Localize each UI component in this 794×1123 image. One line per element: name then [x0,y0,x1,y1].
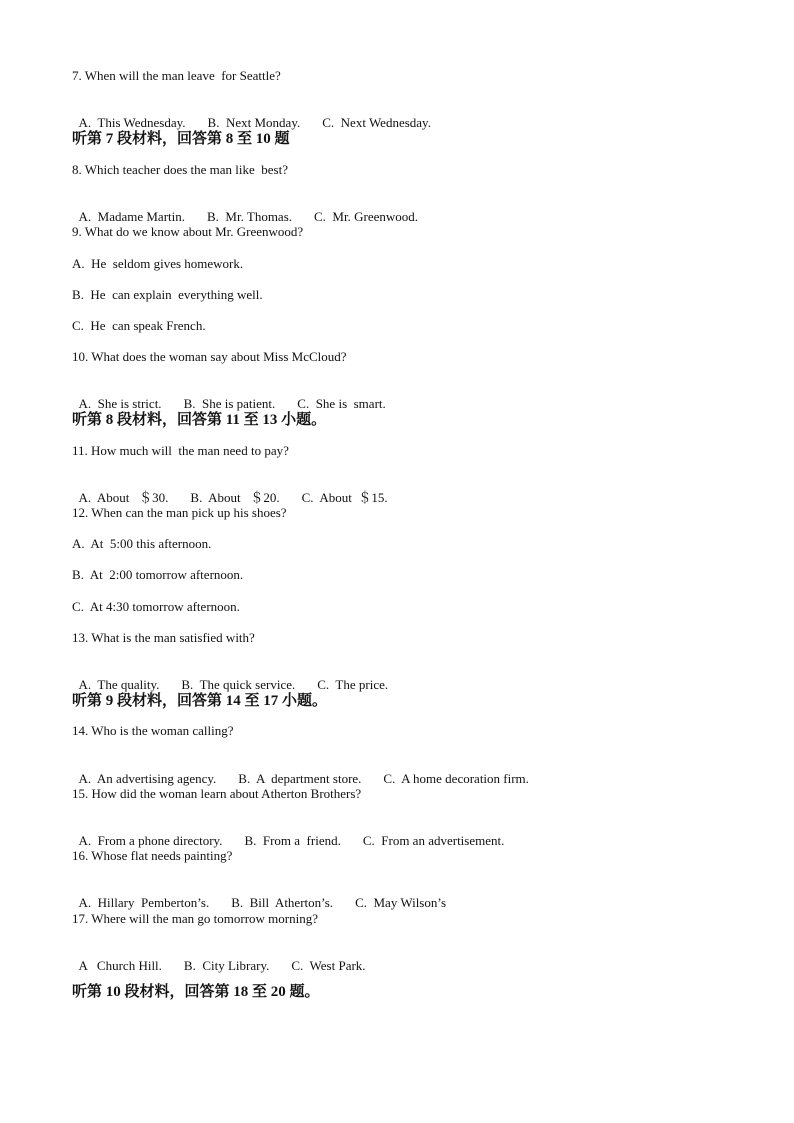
question-15-text: 15. How did the woman learn about Atherton Brothers? [72,786,362,801]
section-8-heading: 听第 8 段材料，回答第 11 至 13 小题。 [72,412,327,428]
option-8b: B. Mr. Thomas. [207,209,293,224]
option-14b: B. A department store. [238,771,362,786]
option-9b: B. He can explain everything well. [72,287,263,302]
option-12b: B. At 2:00 tomorrow afternoon. [72,567,244,582]
option-10a: A. She is strict. [78,396,162,411]
question-11-text: 11. How much will the man need to pay? [72,443,289,458]
section-9-heading: 听第 9 段材料，回答第 14 至 17 小题。 [72,693,328,709]
option-10b: B. She is patient. [183,396,276,411]
question-14-text: 14. Who is the woman calling? [72,723,234,738]
question-7-text: 7. When will the man leave for Seattle? [72,68,281,83]
option-13a: A. The quality. [78,677,160,692]
option-15b: B. From a friend. [244,833,341,848]
option-15a: A. From a phone directory. [78,833,223,848]
option-13b: B. The quick service. [181,677,296,692]
question-13-options [72,661,410,693]
question-10-options [72,380,408,412]
option-16b: B. Bill Atherton’s. [231,895,334,910]
question-16-text: 16. Whose flat needs painting? [72,848,233,863]
question-15-options [72,817,526,849]
option-10c: C. She is smart. [297,396,386,411]
question-14-options [72,755,551,787]
option-17a: A Church Hill. [78,958,162,973]
option-15c: C. From an advertisement. [362,833,505,848]
question-9-text: 9. What do we know about Mr. Greenwood? [72,224,304,239]
question-13-text: 13. What is the man satisfied with? [72,630,255,645]
question-17-text: 17. Where will the man go tomorrow morning? [72,911,318,926]
question-17-options [72,942,388,974]
question-8-text: 8. Which teacher does the man like best? [72,162,288,177]
question-11-options [72,474,410,506]
option-16c: C. May Wilson’s [355,895,447,910]
option-14c: C. A home decoration firm. [383,771,529,786]
option-8a: A. Madame Martin. [78,209,186,224]
option-8c: C. Mr. Greenwood. [314,209,419,224]
option-9c: C. He can speak French. [72,318,206,333]
question-10-text: 10. What does the woman say about Miss McCloud? [72,349,347,364]
option-17b: B. City Library. [183,958,270,973]
option-11a: A. About ＄30. [78,490,169,505]
section-10-heading: 听第 10 段材料，回答第 18 至 20 题。 [72,984,320,1000]
section-7-heading: 听第 7 段材料，回答第 8 至 10 题 [72,131,290,147]
option-11c: C. About ＄15. [301,490,388,505]
option-12c: C. At 4:30 tomorrow afternoon. [72,599,240,614]
option-9a: A. He seldom gives homework. [72,256,244,271]
question-7-options [72,99,453,131]
option-11b: B. About ＄20. [190,490,280,505]
option-7a: A. This Wednesday. [78,115,186,130]
question-16-options [72,879,468,911]
option-17c: C. West Park. [291,958,366,973]
question-8-options [72,193,440,225]
option-13c: C. The price. [317,677,389,692]
option-12a: A. At 5:00 this afternoon. [72,536,212,551]
option-14a: A. An advertising agency. [78,771,217,786]
option-7c: C. Next Wednesday. [322,115,431,130]
option-7b: B. Next Monday. [207,115,301,130]
option-16a: A. Hillary Pemberton’s. [78,895,210,910]
question-12-text: 12. When can the man pick up his shoes? [72,505,287,520]
